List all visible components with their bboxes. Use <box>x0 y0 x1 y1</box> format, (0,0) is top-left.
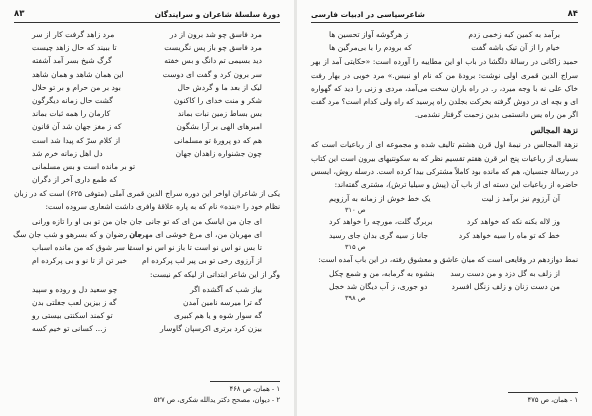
hemistich <box>152 173 262 186</box>
couplet <box>329 267 560 280</box>
hemistich: گه ز بیزین لعب جغلتی بدن <box>32 297 117 307</box>
page-reference: ص ۳۱۰ <box>345 206 366 215</box>
hemistich: کارمان را همه ثبات بماند <box>32 109 111 119</box>
hemistich: دو جوری، ز آب دیگان شد خجل <box>329 282 428 292</box>
poem-block-2 <box>14 215 280 268</box>
left-page-body <box>14 28 280 335</box>
hemistich: شکر و منت خدای را کاکنون <box>173 95 262 105</box>
left-footnotes <box>14 381 280 406</box>
couplet <box>329 41 560 54</box>
hemistich: جان رضوان و که بسرهو و شب جان سگ <box>13 229 143 239</box>
hemistich: که ز مغز جهان شد آن قانون <box>32 122 122 132</box>
right-running-head: شاعرسیاسی در ادبیات فارسی <box>311 9 425 19</box>
right-page <box>297 0 592 416</box>
poem-block-1 <box>14 28 280 186</box>
couplet <box>329 28 560 41</box>
prose-paragraph: حمید زاکانی در رسالهٔ دلگشا در باب او این مطایبه را آورده است: «حکایتی آمد از بهر سراج الدین قمری اولی نوشت: برودهٔ من که نام او نبیس.» مرد خوبی در بهار رفت خاک علی‌ نه با وجه میرد، ر. در راه باران سخت می‌آمد، مردی و زنی را دید که گهواره ای و بچه ای در دوش گرفته بخرکت بجلدن راه پرسید که راه ولی کدام است؟ مرد گفت اگر من راه یس دانستمی بدین زحمت گرفتار نشدمی. <box>311 57 578 120</box>
footnote-rule <box>508 392 578 393</box>
prose-paragraph: نمط دوازدهم در وقایعی است که میان عاشق و معشوق رفته، در این باب آمده است: <box>318 254 578 264</box>
page-reference: ص ۳۹۸ <box>345 294 366 303</box>
couplet <box>32 107 262 120</box>
couplet <box>32 241 262 254</box>
couplet <box>329 280 560 293</box>
hemistich: تو کمند اسکنتی بیستی رو <box>32 310 113 320</box>
hemistich: از زلف به گل دزد و من دست رسد <box>450 268 560 278</box>
hemistich: سر برون کرد و گفت ای دوست <box>162 69 262 79</box>
hemistich: من دست زنان و زلف زنگل افسرد <box>451 282 560 292</box>
couplet <box>32 309 262 322</box>
couplet <box>329 215 560 228</box>
couplet <box>32 296 262 309</box>
hemistich: گه ترا میرسه نامین آمدن <box>182 297 262 307</box>
couplet <box>32 254 262 267</box>
left-running-head: دورهٔ سلسلهٔ شاعران و سرایندگان <box>154 9 280 19</box>
hemistich: چون جشنواره زاهدان جهان <box>175 148 262 158</box>
footnote: ۱ - همان، ص ۴۷۵ <box>527 396 578 404</box>
hemistich: مرد فاسق چو شد برون از در <box>169 30 262 39</box>
left-page-header <box>14 8 280 23</box>
couplet <box>32 68 262 81</box>
hemistich: ای جان من ایاسک من ای که تو جانی <box>145 216 262 226</box>
hemistich: بس بساط زمین نبات بماند <box>177 109 262 119</box>
page-reference: ص ۳۱۵ <box>345 242 366 251</box>
hemistich: چو سعید دل و روده و سپید <box>32 284 118 294</box>
quatrain-3 <box>311 267 578 293</box>
couplet <box>32 147 262 160</box>
footnote: ۱ - همان، ص ۴۶۸ <box>229 385 280 393</box>
couplet <box>32 81 262 94</box>
hemistich: وز لاله بکنه نکه که خواهد کرد <box>466 217 560 227</box>
footnote: ۲ - دیوان، مصحح دکتر یدالله شکری، ص ۵۲۷ <box>153 396 280 404</box>
hemistich: بنشوه به گرمابه، من و شمع چکل <box>329 268 435 278</box>
hemistich: آن آرزوم نیز برآمد ز لیت <box>481 194 560 204</box>
couplet <box>32 54 262 67</box>
couplet <box>32 160 262 173</box>
hemistich: گرگ شیخ بسر آمد آشفته <box>32 56 112 66</box>
hemistich: مرد فاسق چو باز پس نگریست <box>164 43 262 53</box>
hemistich: بیاز شب که آگشده اگر <box>190 284 262 294</box>
hemistich: خبر تن از تا نو و بی پرکرده ام <box>32 256 128 266</box>
poem-block-3 <box>14 283 280 336</box>
hemistich: تو بر مانده است و بس مسلمانی <box>32 161 136 171</box>
hemistich <box>152 160 262 173</box>
right-page-number: ۸۴ <box>567 9 578 19</box>
hemistich: گشت حال زمانه دیگرگون <box>32 95 113 105</box>
hemistich: لیک از بعد ما و گردش حال <box>177 82 262 92</box>
footnote-rule <box>210 381 280 382</box>
hemistich: از آرزوی رخی تو بی پیر لب پرکرده ام <box>142 256 262 266</box>
hemistich: امبرهای الهی بر آرا بشگون <box>176 122 262 132</box>
hemistich: مرد زاهد گرفت کار از سر <box>32 30 115 39</box>
couplet <box>32 215 262 228</box>
section-heading: نزهة المجالس <box>530 125 578 136</box>
hemistich: که برودم را با بی‌مرگین ها <box>329 43 412 53</box>
poem-block-1 <box>311 28 578 54</box>
hemistich: گه سوار شوه و یا هم کبیری <box>174 310 262 320</box>
hemistich: که طمع داری آخر از دگران <box>32 175 117 185</box>
prose-paragraph: وگر از این شاعر ابتداتی از لیکه کم نیست: <box>150 270 280 280</box>
right-page-header <box>311 8 578 23</box>
couplet <box>32 173 262 186</box>
hemistich: تا بس نو اس نو است تا باز نو اس نو است <box>127 243 262 253</box>
couplet <box>329 192 560 205</box>
couplet <box>32 322 262 335</box>
prose-paragraph: نزهة المجالس در نیمهٔ اول قرن هشتم تالیف شده و مجموعه ای از رباعیات است که بسیاری از رباعیات پنج ابر قرن هفتم تقسیم نظر که به سکونتیهای بیرون است این کتاب در رسالهٔ جنسیان، هم که مانده بود کاملاً مشترکی بیدا کرده است. درسله روش، ایسس حاضره از رباعیات این دسته ای از باب آن (پیش و سیلیا ترش)، مشتری گفته‌اند: <box>311 140 578 189</box>
hemistich: ای مهربان من، ای مرغ خوشی ای مهرمان <box>129 229 262 239</box>
prose-paragraph: یکی از شاعران اواخر این دوره سراج الدین قمری آملی (متوفی ۶۲۵) است که در زبان نظام خود را «بنده» نام که به پاره علاقهٔ وافری داشت اشعاری سروده است: <box>14 189 280 212</box>
hemistich: تا سر شوق که من مانده اسباب <box>32 243 132 253</box>
hemistich: جانا ز سیه گری بدان جای رسید <box>329 230 429 240</box>
quatrain-1 <box>311 192 578 205</box>
couplet <box>32 283 262 296</box>
hemistich: خط که تو ماه را سیه خواهد کرد <box>458 230 560 240</box>
hemistich: ز... کسانی تو خیم کسه <box>32 324 107 334</box>
hemistich: دل اهل زمانه خرم شد <box>32 148 103 158</box>
couplet <box>32 134 262 147</box>
couplet <box>32 94 262 107</box>
hemistich: بود بر من حرام و بر تو حلال <box>32 82 121 92</box>
hemistich: بیزن کرد برتری اکرسپان گاوسار <box>160 324 262 334</box>
hemistich: برآمد به کمین کبه زخمی زدم <box>468 30 560 39</box>
couplet <box>13 228 262 241</box>
quatrain-2 <box>311 215 578 241</box>
hemistich: ز هرگوشه آواز تحسین ها <box>329 30 409 39</box>
hemistich: دید بسیمی تم دانگ و بس خفته <box>164 56 262 66</box>
hemistich: تا ببیند که حال زاهد چیست <box>32 43 117 53</box>
hemistich: از کلام سرّ که پیدا شد است <box>32 135 121 145</box>
couplet <box>32 41 262 54</box>
hemistich: جان جان من تو بی او را تازه ورانی <box>32 216 143 226</box>
right-page-body <box>311 28 578 303</box>
hemistich: این همان شاهد و همان شاهد <box>32 69 124 79</box>
left-page-number: ۸۳ <box>14 9 25 19</box>
hemistich: یک خط خوش از زمانه به آرزویم <box>329 194 431 204</box>
right-footnotes <box>311 392 578 406</box>
hemistich: بربرگ گلت، مورچه را خواهد کرد <box>329 217 433 227</box>
couplet <box>329 229 560 242</box>
hemistich: هم که دو پرورهٔ تو مسلمانی <box>173 135 262 145</box>
couplet <box>32 28 262 41</box>
hemistich: خیام را از آن تیک باشه گفت <box>471 43 560 53</box>
couplet <box>32 120 262 133</box>
left-page <box>0 0 294 416</box>
